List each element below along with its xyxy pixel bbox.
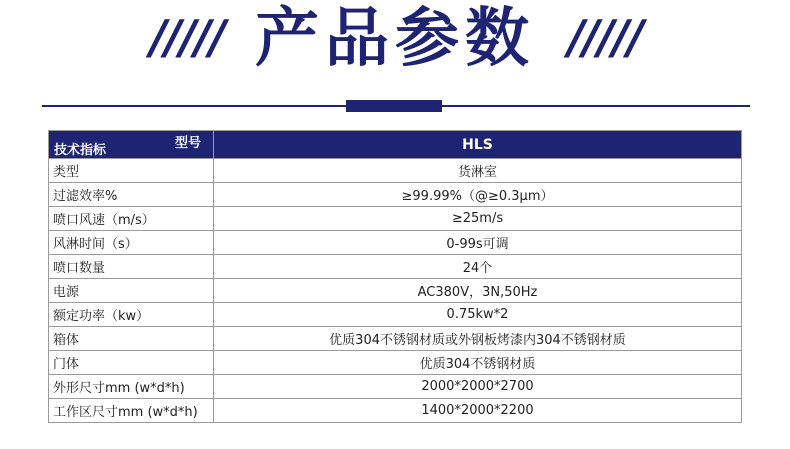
- row-label: 类型: [49, 159, 214, 183]
- spec-table: [48, 130, 742, 423]
- table-row: [49, 207, 742, 231]
- right-slash-decoration: /////: [568, 10, 643, 64]
- row-value: 0.75kw*2: [214, 303, 742, 327]
- left-slash-decoration: /////: [150, 10, 225, 64]
- row-value: AC380V，3N,50Hz: [214, 279, 742, 303]
- table-row: [49, 351, 742, 375]
- row-label: 外形尺寸mm (w*d*h): [49, 375, 214, 399]
- table-row: [49, 231, 742, 255]
- row-label: 工作区尺寸mm (w*d*h): [49, 399, 214, 423]
- corner-header-cell: [49, 131, 214, 159]
- table-header-row: [49, 131, 742, 159]
- row-value: 1400*2000*2200: [214, 399, 742, 423]
- table-row: [49, 303, 742, 327]
- row-value: 0-99s可调: [214, 231, 742, 255]
- row-label: 过滤效率%: [49, 183, 214, 207]
- table-row: [49, 375, 742, 399]
- row-value: 货淋室: [214, 159, 742, 183]
- model-name: HLS: [214, 131, 742, 159]
- row-label: 喷口数量: [49, 255, 214, 279]
- row-value: 24个: [214, 255, 742, 279]
- table-row: [49, 279, 742, 303]
- corner-model-label: 型号: [174, 136, 201, 151]
- title-underline-accent: [346, 100, 442, 112]
- table-row: [49, 183, 742, 207]
- row-label: 箱体: [49, 327, 214, 351]
- table-row: [49, 159, 742, 183]
- row-label: 额定功率（kw）: [49, 303, 214, 327]
- row-value: ≥99.99%（@≥0.3μm）: [214, 183, 742, 207]
- table-row: [49, 255, 742, 279]
- table-row: [49, 327, 742, 351]
- row-value: 2000*2000*2700: [214, 375, 742, 399]
- table-row: [49, 399, 742, 423]
- row-label: 门体: [49, 351, 214, 375]
- row-label: 风淋时间（s）: [49, 231, 214, 255]
- row-label: 电源: [49, 279, 214, 303]
- row-value: 优质304不锈钢材质: [214, 351, 742, 375]
- title-banner: [0, 0, 790, 100]
- row-value: 优质304不锈钢材质或外钢板烤漆内304不锈钢材质: [214, 327, 742, 351]
- corner-spec-label: 技术指标: [54, 143, 107, 158]
- row-label: 喷口风速（m/s）: [49, 207, 214, 231]
- page-title: 产品参数: [255, 2, 535, 76]
- row-value: ≥25m/s: [214, 207, 742, 231]
